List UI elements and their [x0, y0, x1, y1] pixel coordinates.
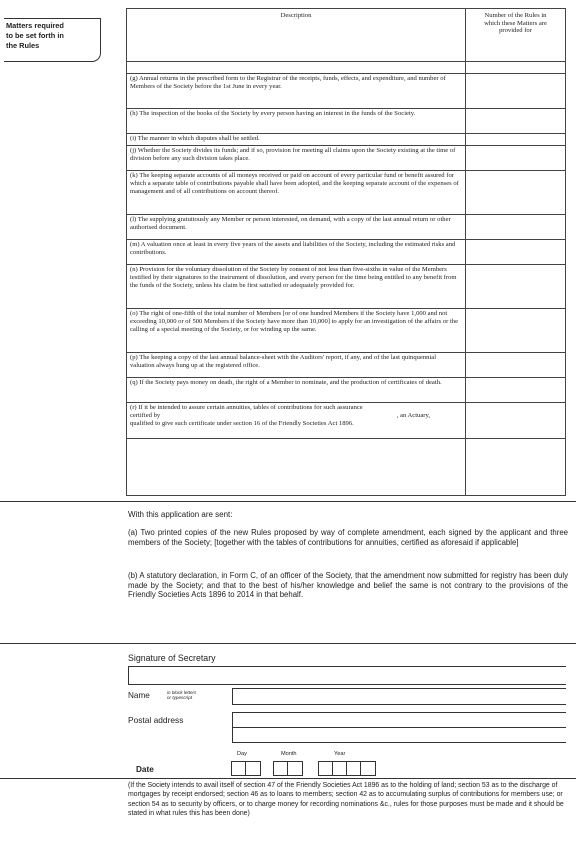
description-cell: (q) If the Society pays money on death, the right of a Member to nominate, and the production of certificates of death. — [127, 378, 466, 403]
table-row — [127, 146, 566, 171]
rule-number-cell[interactable] — [466, 74, 566, 109]
signature-label: Signature of Secretary — [128, 653, 216, 663]
description-cell: (p) The keeping a copy of the last annual balance-sheet with the Auditors' report, if any, and of the last quinquennial valuation always hung up at the registered office. — [127, 353, 466, 378]
rule-number-cell[interactable] — [466, 62, 566, 74]
rule-number-cell[interactable] — [466, 146, 566, 171]
table-row — [127, 309, 566, 353]
table-row — [127, 265, 566, 309]
header-description: Description — [127, 9, 466, 62]
description-cell-blank — [127, 62, 466, 74]
date-label: Date — [136, 765, 154, 774]
description-cell-blank — [127, 439, 466, 496]
rule-number-cell[interactable] — [466, 240, 566, 265]
table-row — [127, 439, 566, 496]
description-cell: (g) Annual returns in the prescribed form to the Registrar of the receipts, funds, effects, and expenditure, and number of Members of the Society before the 1st June in every year. — [127, 74, 466, 109]
sent-item-b: (b) A statutory declaration, in Form C, of an officer of the Society, that the amendment now submitted for registry has been duly made by the Society; and that to the best of his/her knowledge and belief the same is not contrary to the provisions of the Friendly Societies Acts 1896 to 2014 in that behalf. — [128, 571, 568, 600]
description-cell: (o) The right of one-fifth of the total number of Members [or of one hundred Members if the Society have 1,000 and not exceeding 10,000 or of 500 Members if the Society have more than 10,000] to apply for an investigation of the affairs or the calling of a special meeting of the Society, or for winding up the same. — [127, 309, 466, 353]
sent-heading: With this application are sent: — [128, 510, 233, 519]
table-row — [127, 215, 566, 240]
description-cell: (i) The manner in which disputes shall be settled. — [127, 134, 466, 146]
rule-number-cell[interactable] — [466, 353, 566, 378]
rule-number-cell[interactable] — [466, 109, 566, 134]
table-row — [127, 74, 566, 109]
footnote: (If the Society intends to avail itself of section 47 of the Friendly Societies Act 1896 as to the holding of land; section 53 as to the discharge of mortgages by receipt endorsed; section 46 as to loans to members; section 42 as to accumulating surplus of contributions for members use; or section 54 as to security by officers, or to charge money for recording nominations &c., rules for those purposes must be made and it should be stated in what rules this has been done) — [128, 782, 564, 818]
header-rule-number: Number of the Rules in which these Matters are provided for — [466, 9, 566, 62]
rule-number-cell[interactable] — [466, 439, 566, 496]
description-cell: (h) The inspection of the books of the Society by every person having an interest in the funds of the Society. — [127, 109, 466, 134]
rule-number-cell[interactable] — [466, 265, 566, 309]
description-cell: (m) A valuation once at least in every five years of the assets and liabilities of the Society, including the estimated risks and contributions. — [127, 240, 466, 265]
divider — [0, 501, 576, 502]
divider — [0, 643, 576, 644]
name-hint: in block letters or typescript — [167, 690, 197, 701]
date-year-field[interactable] — [318, 761, 376, 776]
description-cell: (n) Provision for the voluntary dissolution of the Society by consent of not less than five-sixths in value of the Members testified by their signatures to the instrument of dissolution, and every person for the time being entitled to any benefit from the funds of the Society, unless his claim be first satisfied or adequately provided for. — [127, 265, 466, 309]
postal-address-label: Postal address — [128, 715, 184, 725]
rule-number-cell[interactable] — [466, 134, 566, 146]
rule-number-cell[interactable] — [466, 171, 566, 215]
table-row — [127, 353, 566, 378]
table-row — [127, 240, 566, 265]
month-label: Month — [281, 751, 297, 757]
divider — [0, 778, 576, 779]
table-header-row — [127, 9, 566, 62]
name-field[interactable] — [232, 688, 566, 705]
day-label: Day — [237, 751, 247, 757]
side-label-matters-required: Matters required to be set forth in the Rules — [4, 18, 101, 62]
description-cell: (j) Whether the Society divides its funds; and if so, provision for meeting all claims upon the Society existing at the time of division before any such division takes place. — [127, 146, 466, 171]
table-row — [127, 378, 566, 403]
name-label: Name — [128, 691, 150, 700]
description-cell: (k) The keeping separate accounts of all moneys received or paid on account of every particular fund or benefit assured for which a separate table of contributions payable shall have been adopted, and the keeping separate account of the expenses of management and of all contributions on account thereof. — [127, 171, 466, 215]
rule-number-cell[interactable] — [466, 403, 566, 439]
signature-field[interactable] — [128, 666, 566, 685]
rule-number-cell[interactable] — [466, 309, 566, 353]
rule-number-cell[interactable] — [466, 215, 566, 240]
table-row — [127, 62, 566, 74]
table-row — [127, 134, 566, 146]
description-cell-annuities: (r) If it be intended to assure certain annuities, tables of contributions for such assurance certified by , an Actuary, qualified to give such certificate under section 16 of the Friendly Societies Act 1896. — [127, 403, 466, 439]
year-label: Year — [334, 751, 346, 757]
postal-address-divider — [232, 727, 566, 728]
table-row — [127, 403, 566, 439]
sent-item-a: (a) Two printed copies of the new Rules proposed by way of complete amendment, each signed by the applicant and three members of the Society; [together with the tables of contributions for annuities, certified as aforesaid if applicable] — [128, 528, 568, 547]
table-row — [127, 171, 566, 215]
date-day-field[interactable] — [231, 761, 261, 776]
date-month-field[interactable] — [273, 761, 303, 776]
table-row — [127, 109, 566, 134]
description-cell: (l) The supplying gratuitously any Member or person interested, on demand, with a copy of the last annual return or other authorised document. — [127, 215, 466, 240]
rule-number-cell[interactable] — [466, 378, 566, 403]
rules-table — [126, 8, 566, 496]
